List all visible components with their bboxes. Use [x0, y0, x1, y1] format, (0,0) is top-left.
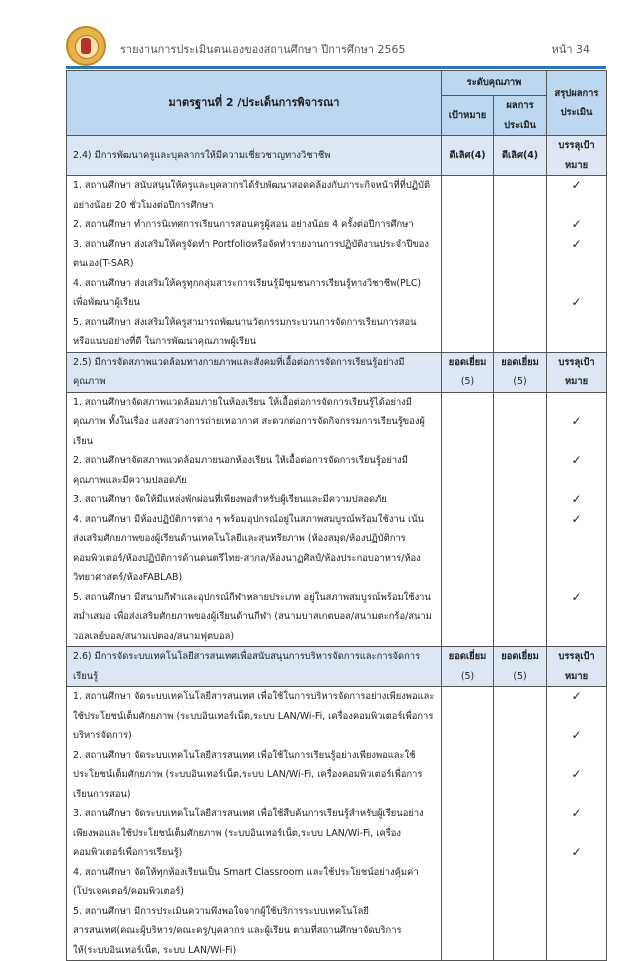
criteria-item: 4. สถานศึกษา ส่งเสริมให้ครูทุกกลุ่มสาระการเรียนรู้มีชุมชนการเรียนรู้ทางวิชาชีพ(PLC) เพื่อพัฒนาผู้เรียน	[73, 277, 422, 308]
section-title: 2.6) มีการจัดระบบเทคโนโลยีสารสนเทศเพื่อสนับสนุนการบริหารจัดการและการจัดการเรียนรู้	[67, 647, 442, 687]
section-row-2-4	[67, 136, 607, 176]
check-icon: ✓	[571, 414, 582, 428]
criteria-item: 1. สถานศึกษา สนับสนุนให้ครูและบุคลากรได้รับพัฒนาสอดคล้องกับภาระกิจหน้าที่ที่ปฏิบัติ อย่างน้อย 20 ชั่วโมงต่อปีการศึกษา	[73, 180, 431, 211]
summary-header: สรุปผลการประเมิน	[547, 71, 607, 136]
section-target: ยอดเยี่ยม (5)	[442, 352, 494, 392]
section-result: ยอดเยี่ยม (5)	[494, 647, 547, 687]
check-icon: ✓	[571, 295, 582, 309]
section-target: ยอดเยี่ยม (5)	[442, 647, 494, 687]
target-header: เป้าหมาย	[442, 96, 494, 136]
section-items-2-6	[67, 687, 607, 961]
criteria-item: 5. สถานศึกษา มีการประเมินความพึงพอใจจากผู้ใช้บริการระบบเทคโนโลยีสารสนเทศ(คณะผู้บริหาร/คณะครู/บุคลากร และผู้เรียน ตามที่สถานศึกษาจัดบริการให้(ระบบอินเทอร์เน็ต, ระบบ LAN/Wi-Fi)	[73, 905, 402, 956]
check-icon: ✓	[571, 217, 582, 231]
criteria-item: 4. สถานศึกษา จัดให้ทุกห้องเรียนเป็น Smart Classroom และใช้ประโยชน์อย่างคุ้มค่า (โปรเจคเตอร์/คอมพิวเตอร์)	[73, 866, 419, 897]
criteria-item: 3. สถานศึกษา ส่งเสริมให้ครูจัดทำ Portfolioหรือจัดทำรายงานการปฏิบัติงานประจำปีของตนเอง(T-SAR)	[73, 238, 429, 269]
page-number: หน้า 34	[551, 43, 590, 56]
section-summary: บรรลุเป้าหมาย	[547, 647, 607, 687]
check-icon: ✓	[571, 492, 582, 506]
criteria-item: 2. สถานศึกษาจัดสภาพแวดล้อมภายนอกห้องเรียน ให้เอื้อต่อการจัดการเรียนรู้อย่างมี คุณภาพและมีความปลอดภัย	[73, 455, 408, 486]
check-icon: ✓	[571, 511, 582, 526]
criteria-item: 3. สถานศึกษา จัดระบบเทคโนโลยีสารสนเทศ เพื่อใช้สืบค้นการเรียนรู้สำหรับผู้เรียนอย่างเพียงพอและใช้ประโยชน์เต็มศักยภาพ (ระบบอินเทอร์เน็ต,ระบบ LAN/Wi-Fi, เครื่องคอมพิวเตอร์เพื่อการเรียนรู้)	[73, 808, 424, 858]
standard-evaluation-table	[66, 70, 607, 961]
criteria-item: 5. สถานศึกษา มีสนามกีฬาและอุปกรณ์กีฬาหลายประเภท อยู่ในสภาพสมบูรณ์พร้อมใช้งาน สม่ำเสมอ เพื่อส่งเสริมศักยภาพของผู้เรียนด้านกีฬา (สนามบาสเกตบอล/สนามตะกร้อ/สนาม วอลเลย์บอล/สนามเปตอง/สนามฟุตบอล)	[73, 591, 432, 642]
criteria-list	[67, 687, 442, 961]
criteria-item: 1. สถานศึกษาจัดสภาพแวดล้อมภายในห้องเรียน ให้เอื้อต่อการจัดการเรียนรู้ได้อย่างมีคุณภาพ ทั้งในเรื่อง แสงสว่างการถ่ายเทอากาศ สะดวกต่อการจัดกิจกรรมการเรียนรู้ของผู้เรียน	[73, 396, 425, 447]
school-logo-icon	[66, 26, 106, 66]
section-items-2-4	[67, 176, 607, 353]
criteria-list	[67, 176, 442, 353]
section-items-2-5	[67, 392, 607, 647]
quality-level-header: ระดับคุณภาพ	[442, 71, 547, 96]
result-header: ผลการประเมิน	[494, 96, 547, 136]
section-target: ดีเลิศ(4)	[442, 136, 494, 176]
check-icon: ✓	[571, 178, 582, 192]
criteria-item: 5. สถานศึกษา ส่งเสริมให้ครูสามารถพัฒนานวัตกรรมกระบวนการจัดการเรียนการสอน หรือแนบอย่างที่ดี ในการพัฒนาคุณภาพผู้เรียน	[73, 316, 417, 347]
section-title: 2.5) มีการจัดสภาพแวดล้อมทางกายภาพและสังคมที่เอื้อต่อการจัดการเรียนรู้อย่างมีคุณภาพ	[67, 352, 442, 392]
section-summary: บรรลุเป้าหมาย	[547, 352, 607, 392]
check-icon: ✓	[571, 845, 582, 859]
criteria-list	[67, 392, 442, 647]
check-column	[547, 687, 607, 961]
check-column	[547, 176, 607, 353]
header-rule	[66, 66, 606, 69]
standard-column-header: มาตรฐานที่ 2 /ประเด็นการพิจารณา	[67, 71, 442, 136]
check-icon: ✓	[571, 236, 582, 251]
criteria-item: 3. สถานศึกษา จัดให้มีแหล่งพักผ่อนที่เพียงพอสำหรับผู้เรียนและมีความปลอดภัย	[73, 494, 387, 505]
section-row-2-5	[67, 352, 607, 392]
criteria-item: 1. สถานศึกษา จัดระบบเทคโนโลยีสารสนเทศ เพื่อใช้ในการบริหารจัดการอย่างเพียงพอและใช้ประโยชน์เต็มศักยภาพ (ระบบอินเทอร์เน็ต,ระบบ LAN/Wi-Fi, เครื่องคอมพิวเตอร์เพื่อการบริหารจัดการ)	[73, 691, 435, 741]
section-result: ดีเลิศ(4)	[494, 136, 547, 176]
check-icon: ✓	[571, 767, 582, 781]
check-icon: ✓	[571, 689, 582, 703]
page-header	[0, 0, 638, 74]
check-icon: ✓	[571, 589, 582, 604]
header-row-1	[67, 71, 607, 96]
section-title: 2.4) มีการพัฒนาครูและบุคลากรให้มีความเชี่ยวชาญทางวิชาชีพ	[67, 136, 442, 176]
section-result: ยอดเยี่ยม (5)	[494, 352, 547, 392]
criteria-item: 4. สถานศึกษา มีห้องปฏิบัติการต่าง ๆ พร้อมอุปกรณ์อยู่ในสภาพสมบูรณ์พร้อมใช้งาน เน้น ส่งเสริมศักยภาพของผู้เรียนด้านเทคโนโลยีและสุนทรียภาพ (ห้องสมุด/ห้องปฏิบัติการ คอมพิวเตอร์/ห้องปฏิบัติการด้านดนตรีไทย-สากล/ห้องนาฏศิลป์/ห้องประกอบอาหาร/ห้อง วิทยาศาสตร์/ห้องFABLAB)	[73, 513, 425, 583]
check-icon: ✓	[571, 728, 582, 742]
check-icon: ✓	[571, 806, 582, 820]
check-icon: ✓	[571, 453, 582, 467]
criteria-item: 2. สถานศึกษา ทำการนิเทศการเรียนการสอนครูผู้สอน อย่างน้อย 4 ครั้งต่อปีการศึกษา	[73, 219, 414, 230]
section-row-2-6	[67, 647, 607, 687]
criteria-item: 2. สถานศึกษา จัดระบบเทคโนโลยีสารสนเทศ เพื่อใช้ในการเรียนรู้อย่างเพียงพอและใช้ประโยชน์เต็มศักยภาพ (ระบบอินเทอร์เน็ต,ระบบ LAN/Wi-Fi, เครื่องคอมพิวเตอร์เพื่อการเรียนการสอน)	[73, 749, 423, 800]
check-column	[547, 392, 607, 647]
section-summary: บรรลุเป้าหมาย	[547, 136, 607, 176]
document-title: รายงานการประเมินตนเองของสถานศึกษา ปีการศึกษา 2565	[120, 43, 406, 56]
